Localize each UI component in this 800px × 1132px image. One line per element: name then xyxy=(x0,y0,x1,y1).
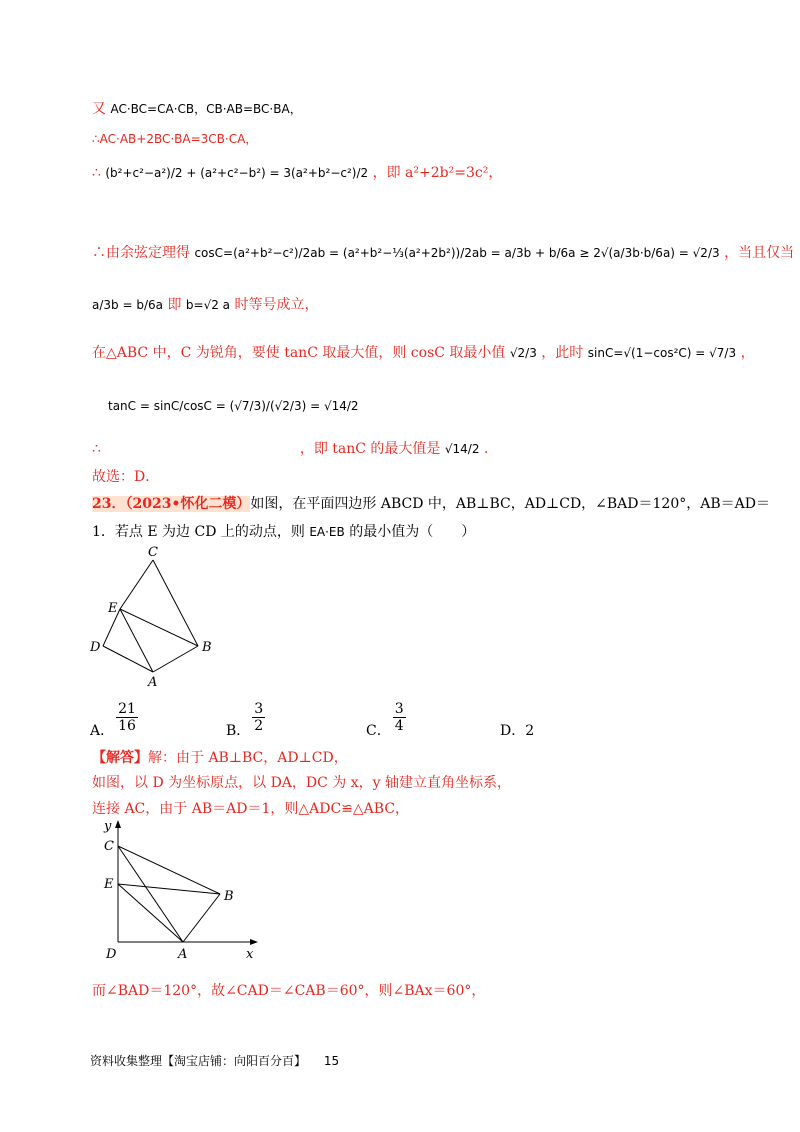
cosine-formula: cosC=(a²+b²−c²)/2ab = (a²+b²−⅓(a²+2b²))/2ab = a/3b + b/6a ≥ 2√(a/3b·b/6a) = √2/3 xyxy=(194,246,720,260)
solution-tag: 【解答】 xyxy=(92,750,148,766)
solution-line-2 xyxy=(92,130,257,147)
solution-step-4: 而∠BAD＝120°，故∠CAD＝∠CAB＝60°，则∠BAx＝60°， xyxy=(92,983,486,999)
label-c2: C xyxy=(104,839,114,854)
expanded-formula: (b²+c²−a²)/2 + (a²+c²−b²) = 3(a²+b²−c²)/2 xyxy=(105,166,369,180)
sine-formula: sinC=√(1−cos²C) = √7/3 xyxy=(587,346,737,360)
label-c: C xyxy=(148,545,158,560)
solution-line-7 xyxy=(108,398,359,414)
label-d2: D xyxy=(106,947,117,962)
solution-step-3: 连接 AC，由于 AB＝AD＝1，则△ADC≌△ABC， xyxy=(92,801,410,817)
solution-line-8: ∴ ，即 tanC 的最大值是 √14/2 ． xyxy=(92,441,498,457)
label-b: B xyxy=(202,640,212,655)
solution-start: 【解答】解：由于 AB⊥BC，AD⊥CD， xyxy=(92,750,348,766)
quadrilateral-figure xyxy=(88,540,228,690)
axis-label-y: y xyxy=(104,819,112,834)
dot-product-vectors: EA·EB xyxy=(309,525,345,539)
solution-line-6: 在△ABC 中，C 为锐角，要使 tanC 取最大值，则 cosC 取最小值 √2/3 ，此时 sinC=√(1−cos²C) = √7/3 ， xyxy=(92,345,755,361)
problem-text-2: 1．若点 E 为边 CD 上的动点，则 EA·EB 的最小值为（ ） xyxy=(92,524,476,540)
option-c[interactable]: C． $\frac{3}{4}$ xyxy=(366,700,404,739)
solution-line-3: ∴ (b²+c²−a²)/2 + (a²+c²−b²) = 3(a²+b²−c²)/2 ，即 a²+2b²=3c²， xyxy=(92,165,503,181)
problem-number: 23． xyxy=(92,496,126,512)
tangent-formula: tanC = sinC/cosC = (√7/3)/(√2/3) = √14/2 xyxy=(108,399,359,413)
solution-step-2: 如图，以 D 为坐标原点，以 DA，DC 为 x，y 轴建立直角坐标系， xyxy=(92,775,512,791)
axis-label-x: x xyxy=(246,947,254,962)
page-footer xyxy=(90,1052,339,1069)
label-a: A xyxy=(148,675,158,690)
solution-line-1: 又 AC·BC=CA·CB，CB·AB=BC·BA， xyxy=(92,101,302,117)
option-b[interactable]: B． $\frac{3}{2}$ xyxy=(226,700,264,739)
coordinate-figure xyxy=(96,818,266,968)
label-d: D xyxy=(90,640,101,655)
option-a[interactable]: A． $\frac{21}{16}$ xyxy=(90,700,136,739)
option-d[interactable]: D．2 xyxy=(500,723,535,739)
answer-line: 故选：D． xyxy=(92,469,160,485)
vector-equation: AC·BC=CA·CB，CB·AB=BC·BA， xyxy=(110,102,302,116)
footer-text: 资料收集整理【淘宝店铺：向阳百分百】 xyxy=(90,1054,307,1068)
options-row xyxy=(90,694,535,740)
page-number: 15 xyxy=(323,1054,340,1068)
vector-sum-equation: ∴AC·AB+2BC·BA=3CB·CA， xyxy=(92,132,258,146)
label-e: E xyxy=(108,601,118,616)
solution-line-5: a/3b = b/6a 即 b=√2 a 时等号成立， xyxy=(92,297,319,313)
problem-header: 23．（2023•怀化二模）如图，在平面四边形 ABCD 中，AB⊥BC，AD⊥CD，∠BAD＝120°，AB＝AD＝ xyxy=(92,496,770,512)
solution-line-4: ∴由余弦定理得 cosC=(a²+b²−c²)/2ab = (a²+b²−⅓(a²+2b²))/2ab = a/3b + b/6a ≥ 2√(a/3b·b/6a) = √2/3 ，当且仅当 xyxy=(92,245,795,261)
label-b2: B xyxy=(224,889,234,904)
label-e2: E xyxy=(104,877,114,892)
problem-source: （2023•怀化二模） xyxy=(125,496,251,512)
label-a2: A xyxy=(178,947,188,962)
